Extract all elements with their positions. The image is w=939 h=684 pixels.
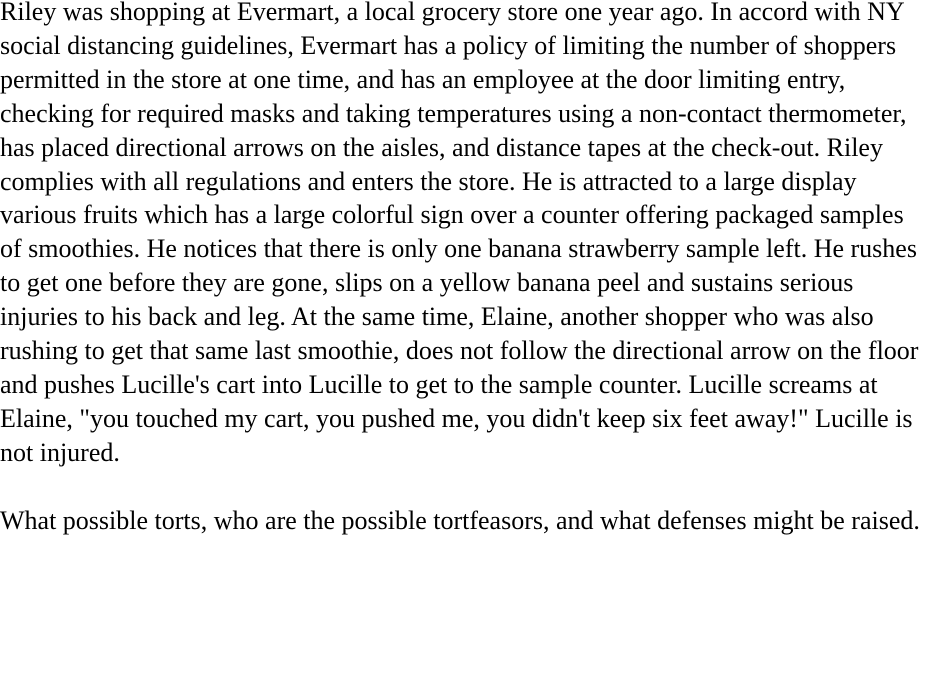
question-paragraph: What possible torts, who are the possible tortfeasors, and what defenses might be raised. <box>0 505 920 535</box>
fact-pattern-paragraph: Riley was shopping at Evermart, a local grocery store one year ago. In accord with NY social distancing guidelines, Evermart has a policy of limiting the number of shoppers permitted in the store at one time, and has an employee at the door limiting entry, checking for required masks and taking temperatures using a non-contact thermometer, has placed directional arrows on the aisles, and distance tapes at the check-out. Riley complies with all regulations and enters the store. He is attracted to a large display various fruits which has a large colorful sign over a counter offering packaged samples of smoothies. He notices that there is only one banana strawberry sample left. He rushes to get one before they are gone, slips on a yellow banana peel and sustains serious injuries to his back and leg. At the same time, Elaine, another shopper who was also rushing to get that same last smoothie, does not follow the directional arrow on the floor and pushes Lucille's cart into Lucille to get to the sample counter. Lucille screams at Elaine, "you touched my cart, you pushed me, you didn't keep six feet away!" Lucille is not injured. <box>0 0 919 467</box>
paragraph-spacer <box>0 470 920 504</box>
